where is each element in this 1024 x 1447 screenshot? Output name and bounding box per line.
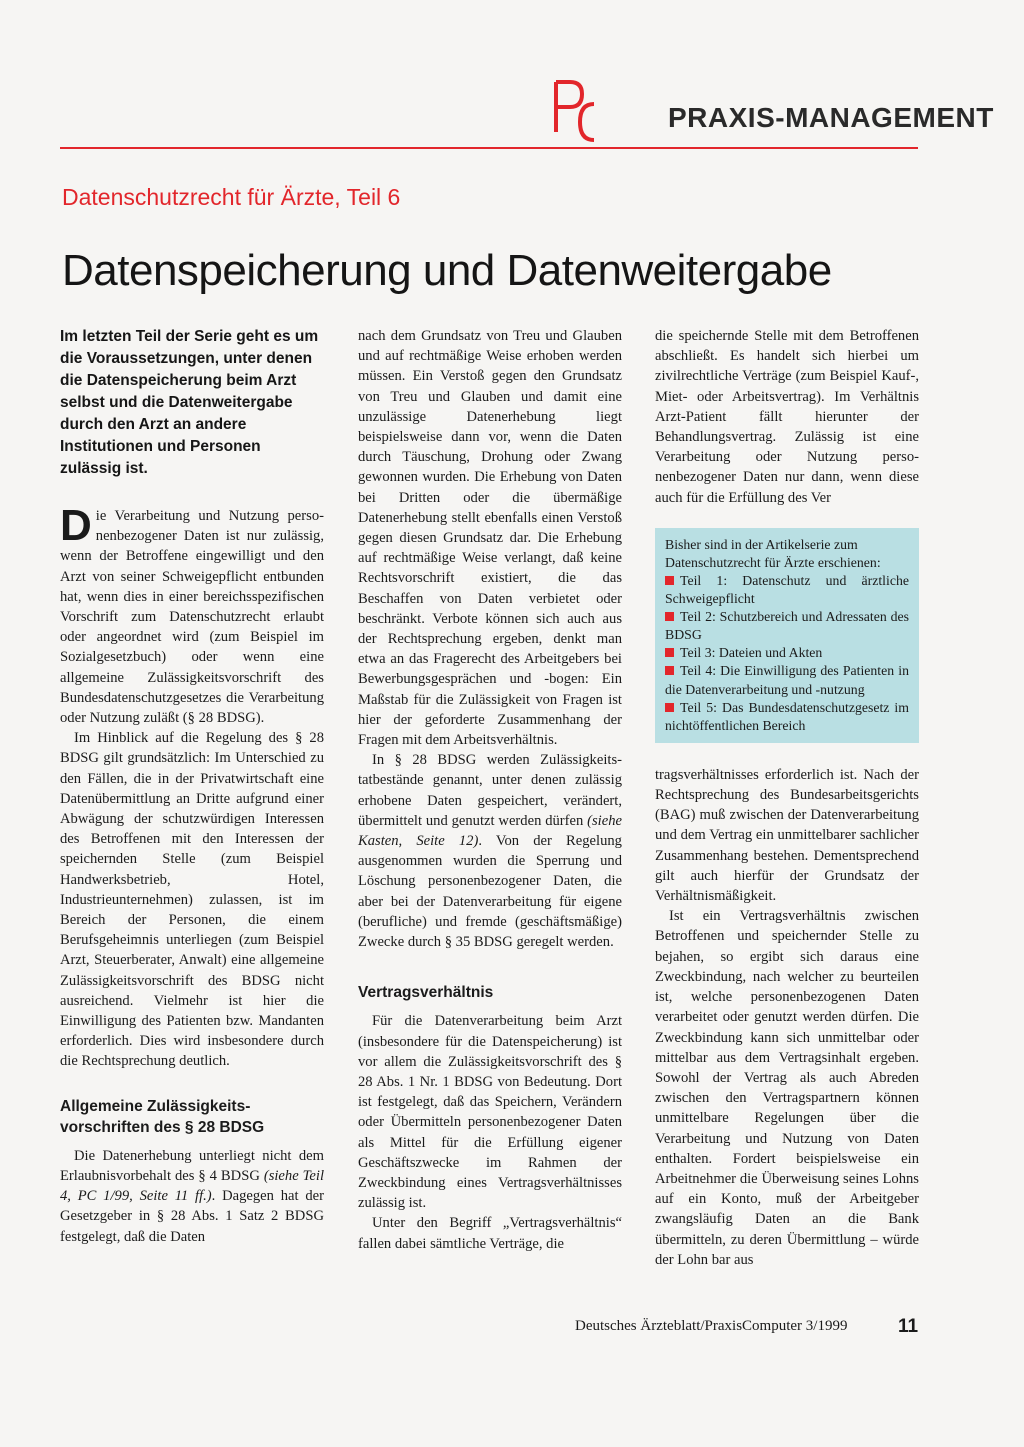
cross-reference: (siehe Teil 4, PC 1/99, Seite 11 ff.) <box>60 1167 324 1205</box>
series-list <box>665 572 909 735</box>
column-2 <box>358 326 622 1254</box>
list-item: Teil 4: Die Einwilligung des Patienten in die Datenverarbeitung und -nutzung <box>665 663 909 697</box>
series-title: Datenschutzrecht für Ärzte, Teil 6 <box>62 184 401 210</box>
square-bullet-icon <box>665 576 674 585</box>
series-info-box <box>655 528 919 743</box>
paragraph: Im Hinblick auf die Regelung des § 28 BDSG gilt grundsätzlich: Im Unterschied zu den Fällen, die in der Privatwirtschaft eine Datenübermittlung an Dritte aufgrund einer Abwägung der schutzwürdigen Interessen des Betroffenen mit den Interessen der speichernden Stelle (zum Beispiel Handwerksbetrieb, Hotel, Industrieunternehmen) zulassen, ist im Bereich der Personen, die einem Berufsgeheimnis unterliegen (zum Beispiel Arzt, Steuerberater, Anwalt) eine allgemeine Zulässigkeitsvorschrift des BDSG nicht ausreichend. Vielmehr ist hier die Einwilligung des Patienten bzw. Mandanten erforderlich. Dies wird insbesondere durch die Rechtsprechung deutlich. <box>60 730 324 1070</box>
box-intro: Bisher sind in der Artikelserie zum Datenschutzrecht für Ärzte erschienen: <box>665 536 881 570</box>
square-bullet-icon <box>665 648 674 657</box>
list-item: Teil 3: Dateien und Akten <box>665 644 909 662</box>
cross-reference: (siehe Kasten, Seite 12) <box>358 812 622 850</box>
dropcap: D <box>60 501 92 550</box>
square-bullet-icon <box>665 703 674 712</box>
paragraph: In § 28 BDSG werden Zulässigkeitstatbestände genannt, unter denen zulässig erhobene Daten gespeichert, verändert, übermittelt und genutzt werden dürfen (siehe Kasten, Seite 12). Von der Regelung ausgenommen wurden die Sperrung und Löschung personenbezogener Daten, die aber bei der Datenverarbeitung für eigene (berufliche) und fremde (geschäftsmäßige) Zwecke durch § 35 BDSG geregelt werden. <box>358 752 622 951</box>
paragraph: Die Datenerhebung unterliegt nicht dem Erlaubnisvorbehalt des § 4 BDSG (siehe Teil 4, PC 1/99, Seite 11 ff.). Dagegen hat der Gesetzgeber in § 28 Abs. 1 Satz 2 BDSG festgelegt, daß die Daten <box>60 1147 325 1245</box>
page-number: 11 <box>898 1316 919 1337</box>
page-header <box>60 80 994 152</box>
list-item: Teil 1: Datenschutz und ärztliche Schweigepflicht <box>665 573 909 607</box>
paragraph: Für die Datenverarbeitung beim Arzt (insbesondere für die Datenspeicherung) ist vor allem die Zulässigkeitsvorschrift des § 28 Abs. 1 Nr. 1 BDSG von Bedeutung. Dort ist festgelegt, daß das Speichern, Verändern oder Übermitteln personenbezogener Daten als Mittel für die Erfüllung eigener Geschäftszwecke im Rahmen der Zweckbindung eines Vertragsverhältnisses zulässig ist. <box>358 1013 622 1212</box>
paragraph: die speichernde Stelle mit dem Betroffenen abschließt. Es handelt sich hierbei um zivilrechtliche Verträge (zum Beispiel Kauf-, Miet- oder Arbeitsvertrag). Im Verhältnis Arzt-Patient fällt hierunter der Behandlungsvertrag. Zulässig ist eine Verarbeitung oder Nutzung personenbezogener Daten nur dann, wenn diese auch für die Erfüllung des Ver <box>655 328 919 506</box>
list-item: Teil 5: Das Bundesdatenschutzgesetz im nichtöffentlichen Bereich <box>665 699 909 733</box>
section-heading: Allgemeine Zulässigkeitsvorschriften des § 28 BDSG <box>60 1097 265 1136</box>
article-headline: Datenspeicherung und Datenweitergabe <box>62 246 832 295</box>
paragraph: Die Verarbeitung und Nutzung personenbezogener Daten ist nur zulässig, wenn der Betroffene eingewilligt und den Arzt von seiner Schweigepflicht entbunden hat, wenn dies in einer bereichsspezifischen Vorschrift zum Datenschutzrecht erlaubt oder angeordnet wird (zum Beispiel im Sozialgesetzbuch) oder wenn eine allgemeine Zulässigkeitsvorschrift des Bundesdatenschutzgesetzes die Verarbeitung oder Nutzung zuläßt (§ 28 BDSG). <box>60 501 324 727</box>
paragraph: nach dem Grundsatz von Treu und Glauben und auf rechtmäßige Weise erhoben werden müssen. Ein Verstoß gegen den Grundsatz von Treu und Glauben und damit eine unzulässige Datenerhebung liegt beispielsweise dann vor, wenn die Daten durch Täuschung, Drohung oder Zwang gewonnen wurden. Die Erhebung von Daten bei Dritten oder die übermäßige Datenerhebung stellt ebenfalls einen Verstoß gegen diesen Grundsatz dar. Die Erhebung auf rechtmäßige Weise verlangt, daß keine Rechtsvorschrift existiert, die das Beschaffen von Daten verbietet oder beschränkt. Verbote können sich auch aus der Rechtsprechung ergeben, denkt man etwa an das Fragerecht des Arbeitgebers bei Bewerbungsgesprächen und -bogen: Ein Maßstab für die Zulässigkeit von Fragen ist hier der geforderte Zusammenhang der Fragen mit dem Arbeitsverhältnis. <box>358 328 622 749</box>
article-lead: Im letzten Teil der Serie geht es um die Voraussetzungen, unter denen die Datenspeicherung beim Arzt selbst und die Datenweitergabe durch den Arzt an andere Institutionen und Personen zulässig ist. <box>60 328 319 477</box>
paragraph: Unter den Begriff „Vertragsverhältnis“ fallen dabei sämtliche Verträge, die <box>358 1215 622 1252</box>
pc-logo <box>554 80 664 146</box>
section-heading: Vertragsverhältnis <box>358 984 494 1002</box>
list-item: Teil 2: Schutzbereich und Adressaten des BDSG <box>665 609 909 643</box>
square-bullet-icon <box>665 612 674 621</box>
paragraph: Ist ein Vertragsverhältnis zwischen Betroffenen und speichernder Stelle zu bejahen, so ergibt sich daraus eine Zweckbindung, nach welcher zu beurteilen ist, welche personenbezogenen Daten verarbeitet oder genutzt werden dürfen. Die Zweckbindung kann sich unmittelbar oder mittelbar aus dem Vertragsinhalt ergeben. Sowohl der Vertrag als auch Abreden zwischen den Vertragspartnern können unmittelbare Regelungen über die Verarbeitung und Nutzung von Daten enthalten. Fordert beispielsweise ein Arbeitnehmer die Überweisung seines Lohns auf ein Konto, muß der Arbeitgeber zwangsläufig Daten an die Bank übermitteln, zu deren Übermittlung – würde der Lohn bar aus <box>655 908 919 1268</box>
paragraph: tragsverhältnisses erforderlich ist. Nach der Rechtsprechung des Bundesarbeitsgerichts (BAG) muß zwischen der Datenverarbeitung und dem Vertrag ein unmittelbarer sachlicher Zusammenhang bestehen. Dementsprechend gilt auch hierfür der Grundsatz der Verhältnismäßigkeit. <box>655 766 919 905</box>
brand-title: PRAXIS-MANAGEMENT <box>668 102 994 133</box>
square-bullet-icon <box>665 666 674 675</box>
column-1 <box>60 326 324 1247</box>
column-3 <box>655 326 919 1270</box>
footer-source: Deutsches Ärzteblatt/PraxisComputer 3/1999 <box>575 1318 848 1334</box>
header-divider <box>60 147 918 149</box>
